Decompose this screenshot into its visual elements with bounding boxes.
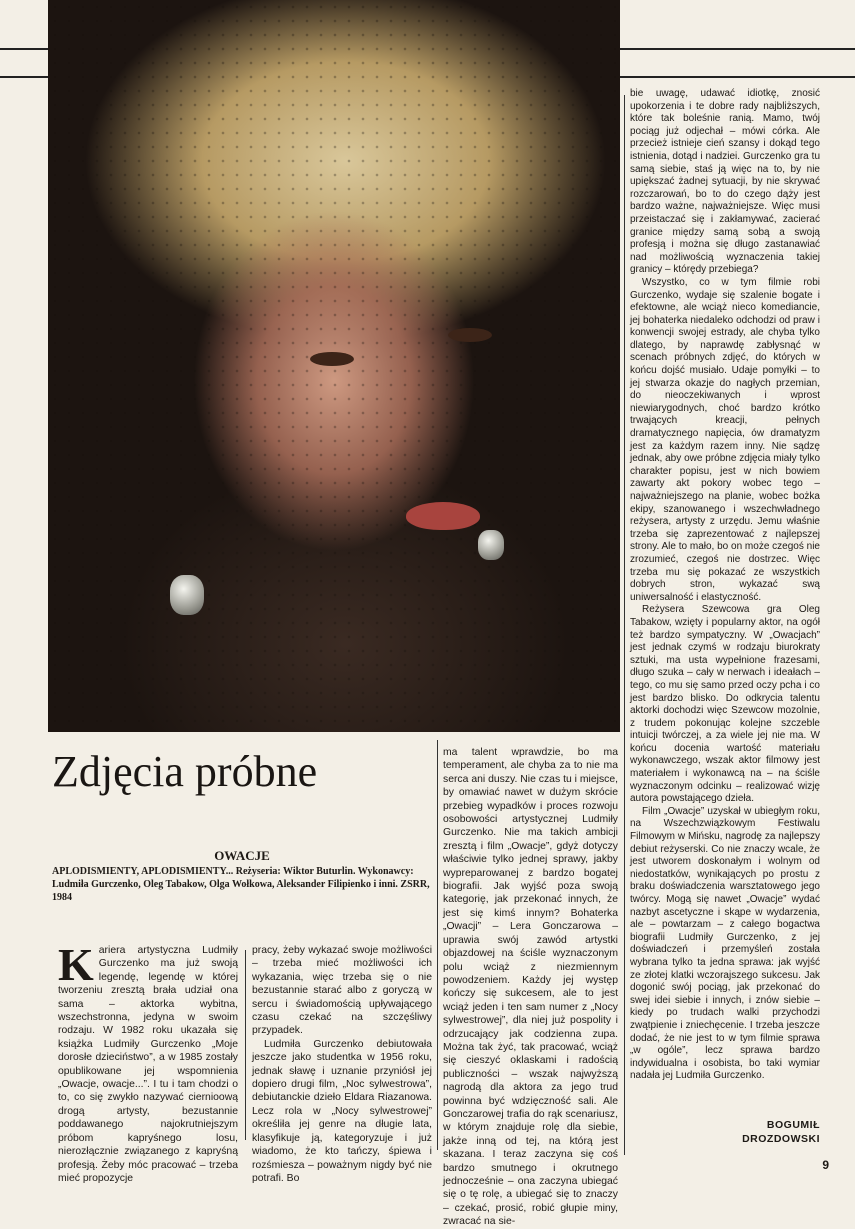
- left-header-rule: [0, 48, 48, 50]
- right-eye: [448, 328, 492, 342]
- article-column-3: [443, 746, 618, 1229]
- left-eye: [310, 352, 354, 366]
- column-divider: [624, 95, 625, 1155]
- article-paragraph: ma talent wprawdzie, bo ma temperament, ale chyba za to nie ma serca ani duszy. Nie czas tu i miejsce, by omawiać nawet w dużym skrócie przebieg wypadków i proces rozwoju osobowości artystycznej Ludmiły Gurczenko. Nie ma takich ambicji zresztą i film „Owacje”, gdyż dotyczy właściwie tylko jednej sprawy, jakby wypreparowanej z bardzo bogatej biografii. Jak wyjść poza swoją kategorię, jak przekonać innych, że jest się kimś innym? Bohaterka „Owacji” – Lera Gonczarowa – uprawia swój zawód artystki objazdowej na ściśle wyznaczonym polu wciąż z niezmiennym powodzeniem. Każdy jej występ kończy się sukcesem, ale to jest wciąż jeden i ten sam numer z „Nocy sylwestrowej”, dla niej już pospolity i odrzucający jak codzienna zupa. Można tak żyć, tak pracować, wciąż się cieszyć oklaskami i radością publiczności – wszak najwyższą nagrodą dla aktora za jego trud powinna być wdzięczność sali. Ale Gonczarowej trafia do rąk scenariusz, w którym znajduje rolę dla siebie, jakże inną od tej, na którą jest skazana. I teraz zaczyna się coś bardzo smutnego i okrutnego jednocześnie – ona zaczyna ubiegać się o tę rolę, a ubiegać się to znaczy – czekać, prosić, robić głupie miny, zwracać na sie-: [443, 747, 618, 1228]
- article-paragraph: bie uwagę, udawać idiotkę, znosić upokorzenia i te dobre rady najbliższych, które tak boleśnie ranią. Mamo, twój pociąg już odjechał – mówi córka. Ale przecież istnieje cień szansy i dokąd tego istnienia, dotąd i nadziei. Gurczenko gra tu samą siebie, staś ją więc na to, by nie upiększać żadnej sytuacji, by nie skrywać rozczarowań, bo to do czego dąży jest bardzo ważne, najważniejsze. Więc musi przeistaczać się i zakłamywać, zacierać granice między samą sobą a swoją profesją i można się długo zastanawiać nad możliwością wyznaczenia takiej granicy – którędy przebiega?: [630, 88, 820, 276]
- actress-portrait-photo: [48, 0, 620, 732]
- left-header-rule-2: [0, 76, 48, 78]
- author-last-name: DROZDOWSKI: [742, 1133, 820, 1145]
- article-paragraph: Ludmiła Gurczenko debiutowała jeszcze jako studentka w 1956 roku, jednak sławę i uznanie przyniósł jej dopiero drugi film, „Noc sylwestrowa”, debiutanckie dzieło Eldara Riazanowa. Lecz rola w „Nocy sylwestrowej” określiła jej genre na długie lata, klasyfikuje ją, kategoryzuje i już wiadomo, że kto tańczy, śpiewa i rozśmiesza – poważnym nigdy być nie potrafi. Bo: [252, 1038, 432, 1184]
- lips: [406, 502, 480, 530]
- right-header-rule: [620, 48, 855, 50]
- author-first-name: BOGUMIŁ: [766, 1119, 820, 1131]
- veil-texture: [48, 0, 620, 732]
- drop-cap: K: [58, 939, 94, 990]
- right-header-rule-2: [620, 76, 855, 78]
- earring-left: [170, 575, 204, 615]
- article-paragraph: Film „Owacje” uzyskał w ubiegłym roku, na Wszechzwiązkowym Festiwalu Filmowym w Mińsku, nagrodę za najlepszy debiut reżyserski. Co nie znaczy wcale, że jest utworem doskonałym i wolnym od niedostatków, wynikających po prostu z braku doświadczenia warsztatowego jego twórcy. Mogą się nawet „Owacje” wydać nazbyt ascetyczne i skąpe w wydarzenia, ale – powtarzam – z całego bogactwa biografii Ludmiły Gurczenko, z jej doświadczeń i przemyśleń została wybrana tylko ta jedna sprawa: jak wyjść ze złotej klatki wczorajszego sukcesu. Jak dogonić swój pociąg, jak przekonać do swej idei siebie i innych, i znów siebie – kiedy po trudach walki przychodzi zwątpienie i zniechęcenie. I trzeba jeszcze dodać, że nie jest to w tym filmie sprawa „w ogóle”, lecz sprawa bardzo indywidualna i osobista, bo taki wymiar nadała jej Ludmiła Gurczenko.: [630, 805, 820, 1082]
- credits-text: APLODISMIENTY, APLODISMIENTY... Reżyseria: Wiktor Buturlin. Wykonawcy: Ludmiła Gurczenko, Oleg Tabakow, Olga Wołkowa, Aleksander Filipienko i inni. ZSRR, 1984: [52, 866, 430, 903]
- article-title: Zdjęcia próbne: [52, 747, 318, 796]
- column-divider: [245, 950, 246, 1140]
- article-paragraph: Wszystko, co w tym filmie robi Gurczenko, wydaje się szalenie bogate i efektowne, ale wciąż nieco komediancie, jej bohaterka niedaleko odchodzi od praw i konwencji swojej estrady, ale chyba tylko dlatego, by naprawdę zabłysnąć w scenach próbnych zdjęć, do których w końcu dojść musiało. Udaje pomyłki – to jej stwarza okazje do nagłych przemian, do nieoczekiwanych i wprost niewiarygodnych, choć bardzo krótko trwających kreacji, pełnych dramatycznego napięcia, ów dramatyzm jest za każdym razem inny. Nie sądzę jednak, aby owe próbne zdjęcia miały tylko charakter popisu, jest w nich bowiem zawarty akt pokory wobec tego – najważniejszego na planie, wobec bożka ekipy, szanowanego i wszechwładnego reżysera, artysty z urzędu. Jemu właśnie trzeba się zaprezentować z najlepszej strony. Ale to mało, bo on może czegoś nie zrozumieć, czegoś nie dostrzec. Więc trzeba mu się pokazać ze wszystkich dobrych stron, wykazać swą uniwersalność i elastyczność.: [630, 276, 820, 603]
- film-credits: [52, 848, 432, 904]
- article-paragraph: Reżysera Szewcowa gra Oleg Tabakow, wzięty i popularny aktor, na ogół też bardzo sympatyczny. W „Owacjach” jest jednak czymś w rodzaju biurokraty sztuki, ma usta wypełnione frazesami, długo szuka – cały w nerwach i ideałach – tego, co mu się samo przed oczy pcha i co jest bardzo blisko. Do odkrycia talentu aktorki dochodzi więc Szewcow mozolnie, z trudem pokonując kolejne szczeble intuicji twórczej, a za wiele jej nie ma. W końcu docenia wartość materiału wykonawczego, wszak aktor filmowy jest materiałem i wykonawcą na – na ściśle wyznaczonym odcinku – realizować wizję autora powstającego dzieła.: [630, 604, 820, 805]
- article-column-2: [252, 944, 432, 1185]
- article-column-4: [630, 88, 820, 1083]
- column-divider: [437, 740, 438, 1150]
- article-paragraph: Kariera artystyczna Ludmiły Gurczenko ma już swoją legendę, legendę w której tworzeniu zresztą brała udział ona sama – aktorka wybitna, wszechstronna, jedyna w swoim rodzaju. W 1982 roku ukazała się książka Ludmiły Gurczenko „Moje dorosłe dzieciństwo”, a w 1985 zostały opublikowane jej wspomnienia „Owacje, owacje...”. I tu i tam chodzi o to, co się zwykło nazywać ciernioową drogą artysty, bezustannie poddawanego najokrutniejszym próbom kapryśnego losu, nierozłącznie związanego z kapryśną profesją. Żeby móc pracować – trzeba mieć propozycje: [58, 939, 238, 1184]
- page-number: 9: [822, 1158, 829, 1172]
- earring-right: [478, 530, 504, 560]
- article-paragraph: pracy, żeby wykazać swoje możliwości – trzeba mieć możliwości ich wykazania, więc trzeba się o nie bezustannie starać albo z goryczą w sercu i świadomością upływającego czasu czekać na szczęśliwy przypadek.: [252, 945, 432, 1037]
- author-signature: [720, 1118, 820, 1146]
- article-column-1: [58, 939, 238, 1185]
- credits-film-title: OWACJE: [214, 848, 270, 863]
